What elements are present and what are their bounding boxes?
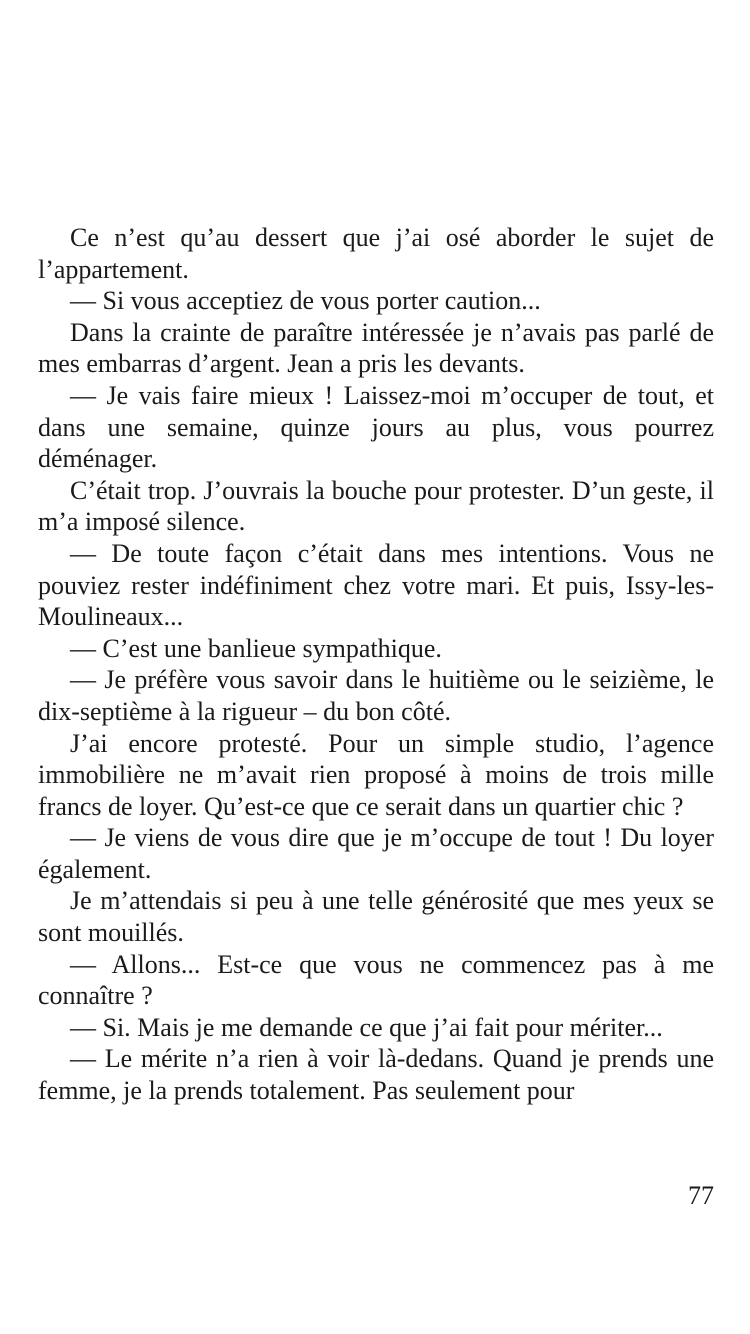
- page-text: [38, 222, 714, 1107]
- paragraph-4: — Je vais faire mieux ! Laissez-moi m’occuper de tout, et dans une semaine, quinze jours au plus, vous pourrez déménager.: [38, 380, 714, 474]
- paragraph-1: Ce n’est qu’au dessert que j’ai osé aborder le sujet de l’appartement.: [38, 223, 714, 284]
- paragraph-5: C’était trop. J’ouvrais la bouche pour protester. D’un geste, il m’a imposé silence.: [38, 475, 714, 537]
- paragraph-14: — Le mérite n’a rien à voir là-dedans. Quand je prends une femme, je la prends totalement. Pas seulement pour: [38, 1044, 714, 1106]
- paragraph-10: — Je viens de vous dire que je m’occupe de tout ! Du loyer également.: [38, 823, 714, 884]
- paragraph-13: — Si. Mais je me demande ce que j’ai fait pour mériter...: [70, 1012, 663, 1042]
- paragraph-11: Je m’attendais si peu à une telle générosité que mes yeux se sont mouillés.: [38, 886, 714, 948]
- paragraph-7: — C’est une banlieue sympathique.: [70, 633, 442, 663]
- paragraph-12: — Allons... Est-ce que vous ne commencez pas à me connaître ?: [38, 949, 714, 1011]
- paragraph-6: — De toute façon c’était dans mes intentions. Vous ne pouviez rester indéfiniment chez votre mari. Et puis, Issy-les-Moulineaux...: [38, 538, 714, 632]
- paragraph-9: J’ai encore protesté. Pour un simple studio, l’agence immobilière ne m’avait rien proposé à moins de trois mille francs de loyer. Qu’est-ce que ce serait dans un quartier chic ?: [38, 728, 714, 821]
- paragraph-3: Dans la crainte de paraître intéressée je n’avais pas parlé de mes embarras d’argent. Jean a pris les devants.: [38, 317, 714, 379]
- paragraph-2: — Si vous acceptiez de vous porter caution...: [70, 286, 541, 316]
- paragraph-8: — Je préfère vous savoir dans le huitième ou le seizième, le dix-septième à la rigueur – du bon côté.: [38, 665, 714, 726]
- page-number: 77: [688, 1181, 714, 1210]
